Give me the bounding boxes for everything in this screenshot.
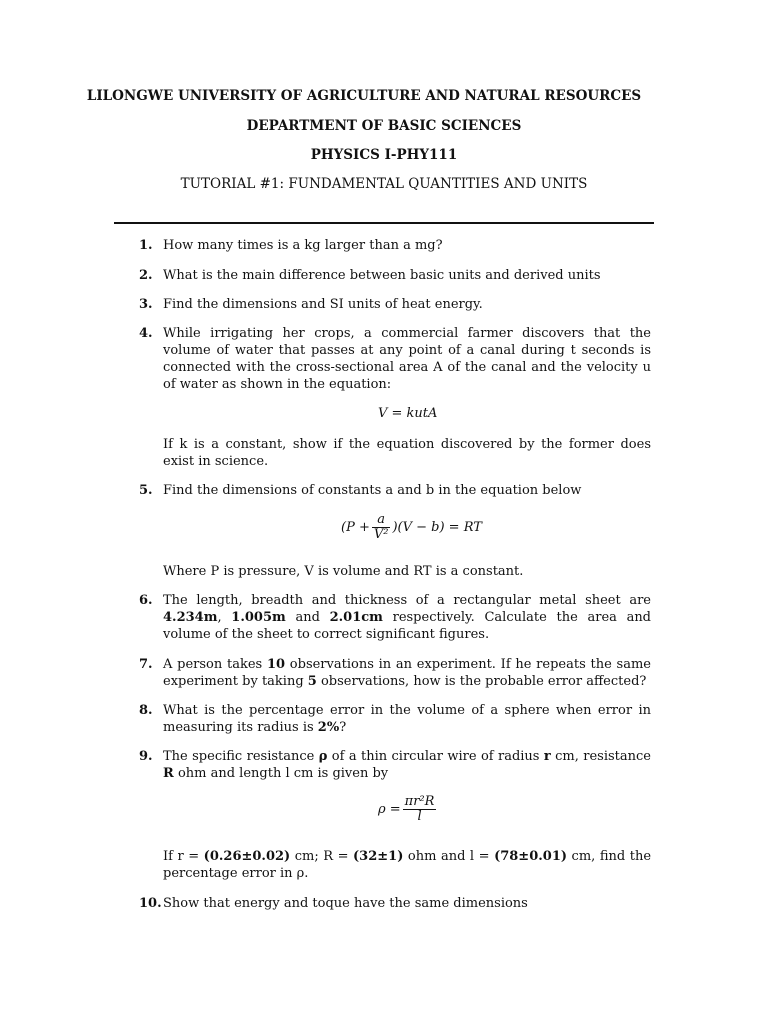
university-name: LILONGWE UNIVERSITY OF AGRICULTURE AND NATURAL RESOURCES [86, 88, 642, 104]
question-number: 8. [139, 703, 153, 718]
question-number: 6. [139, 593, 153, 608]
question-4 [163, 325, 651, 393]
tutorial-title: TUTORIAL #1: FUNDAMENTAL QUANTITIES AND UNITS [180, 176, 588, 192]
question-5 [163, 482, 651, 499]
fraction [372, 513, 391, 542]
bold-value: 10 [266, 657, 286, 672]
question-9 [163, 748, 651, 782]
text-segment: and [285, 610, 330, 625]
question-number: 3. [139, 297, 153, 312]
bold-value: R [163, 766, 174, 781]
question-text: While irrigating her crops, a commercial farmer discovers that the volume of water that passes at any point of a canal during t seconds is connected with the cross-sectional area A of the canal and the velocity u of water as shown in the equation: [163, 326, 651, 392]
text-segment: ? [339, 720, 347, 735]
bold-value: ρ [318, 749, 328, 764]
text-segment: ohm and l = [403, 849, 495, 864]
bold-value: 2.01cm [329, 610, 383, 625]
question-9-followup [163, 848, 651, 882]
text-segment: A person takes [163, 657, 267, 672]
department-name: DEPARTMENT OF BASIC SCIENCES [246, 118, 522, 134]
fraction [403, 795, 437, 824]
question-number: 1. [139, 238, 153, 253]
text-segment: cm, resistance [550, 749, 652, 764]
question-number: 2. [139, 268, 153, 283]
text-segment: cm, find the percentage error in ρ. [163, 849, 652, 881]
question-7 [163, 656, 651, 690]
text-segment: respectively. Calculate the area and volume of the sheet to correct significant figures. [163, 610, 652, 642]
equation-volume: V = kutA [378, 406, 438, 421]
course-code: PHYSICS I-PHY111 [310, 147, 458, 163]
text-segment: What is the percentage error in the volume of a sphere when error in measuring its radius is [163, 703, 651, 735]
fraction-numerator: a [372, 513, 391, 528]
text-segment: observations, how is the probable error affected? [316, 674, 647, 689]
fraction-denominator: V² [373, 527, 389, 542]
question-number: 7. [139, 657, 153, 672]
question-text: Find the dimensions and SI units of heat energy. [163, 297, 483, 312]
bold-value: r [543, 749, 551, 764]
bold-value: 4.234m [163, 610, 218, 625]
question-10 [163, 895, 651, 912]
question-text: Where P is pressure, V is volume and RT is a constant. [163, 564, 524, 579]
bold-value: 2% [317, 720, 340, 735]
bold-value: 1.005m [231, 610, 286, 625]
bold-value: (32±1) [353, 849, 404, 864]
bold-value: (78±0.01) [494, 849, 568, 864]
bold-value: 5 [307, 674, 317, 689]
question-text: What is the main difference between basic units and derived units [163, 268, 601, 283]
question-number: 9. [139, 749, 153, 764]
bold-value: (0.26±0.02) [203, 849, 291, 864]
equation-van-der-waals [341, 513, 482, 542]
equation-resistivity [378, 795, 438, 824]
equation-left: (P + [341, 520, 370, 535]
text-segment: of a thin circular wire of radius [327, 749, 544, 764]
equation-left: ρ = [378, 802, 401, 817]
question-number: 10. [139, 896, 162, 911]
question-2 [163, 267, 651, 284]
question-number: 4. [139, 326, 153, 341]
question-6 [163, 592, 651, 643]
text-segment: ohm and length l cm is given by [173, 766, 389, 781]
text-segment: If r = [163, 849, 204, 864]
text-segment: observations in an experiment. If he repeats the same experiment by taking [163, 657, 651, 689]
question-text: Find the dimensions of constants a and b in the equation below [163, 483, 582, 498]
question-3 [163, 296, 651, 313]
question-text: If k is a constant, show if the equation discovered by the former does exist in science. [163, 437, 651, 469]
text-segment: cm; R = [290, 849, 354, 864]
question-1 [163, 237, 651, 254]
question-text: How many times is a kg larger than a mg? [163, 238, 443, 253]
question-8 [163, 702, 651, 736]
header-divider [114, 222, 654, 224]
equation-right: )(V − b) = RT [392, 520, 482, 535]
text-segment: The specific resistance [163, 749, 319, 764]
question-text: Show that energy and toque have the same dimensions [163, 896, 528, 911]
question-number: 5. [139, 483, 153, 498]
text-segment: The length, breadth and thickness of a rectangular metal sheet are [163, 593, 651, 608]
fraction-numerator: πr²R [404, 794, 435, 809]
fraction-denominator: l [417, 809, 422, 824]
text-segment: , [217, 610, 232, 625]
question-5-followup [163, 563, 651, 580]
question-4-followup [163, 436, 651, 470]
